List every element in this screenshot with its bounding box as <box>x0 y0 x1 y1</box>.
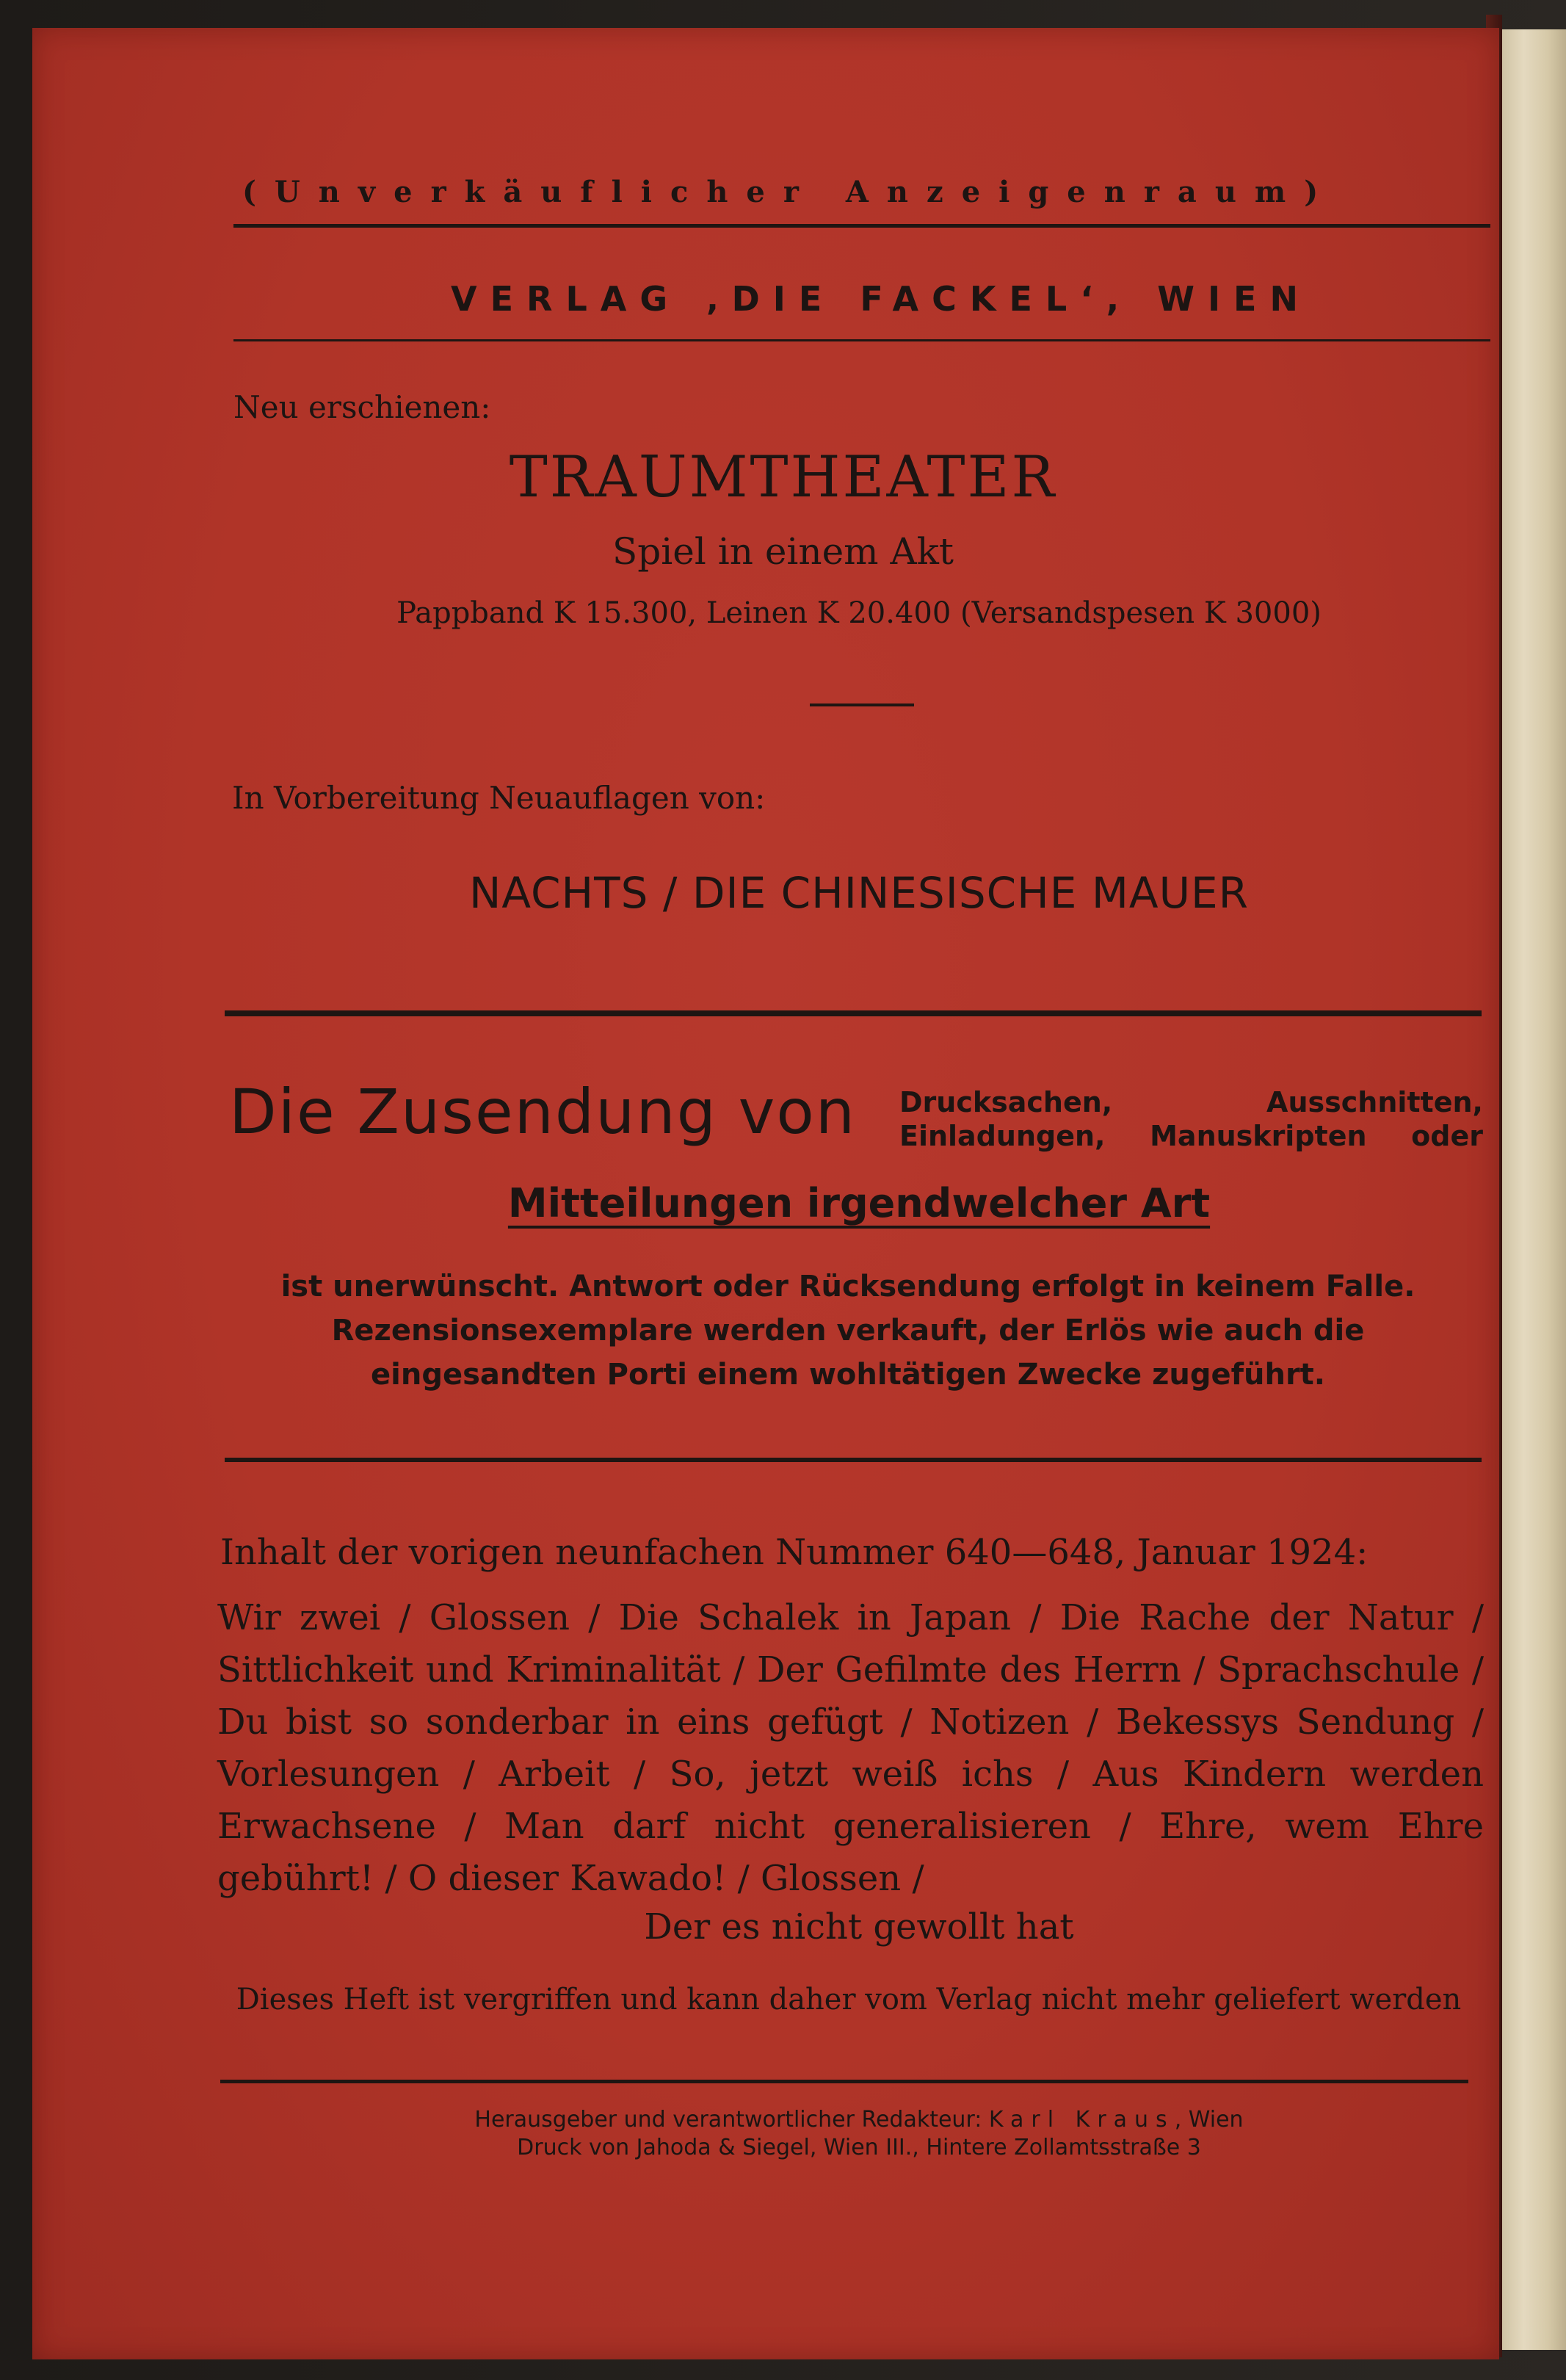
new-editions-titles: NACHTS / DIE CHINESISCHE MAUER <box>469 868 1249 918</box>
contents-last-item: Der es nicht gewollt hat <box>644 1906 1074 1947</box>
in-preparation-label: In Vorbereitung Neuauflagen von: <box>232 780 766 816</box>
section-rule-1 <box>225 1010 1482 1016</box>
imprint-editor-prefix: Herausgeber und verantwortlicher Redakteur: <box>474 2107 982 2133</box>
short-divider <box>810 703 914 706</box>
notice-body: ist unerwünscht. Antwort oder Rücksendung erfolgt in keinem Falle. Rezensionsexemplare werden verkauft, der Erlös wie auch die eingesandten Porti einem wohltätigen Zwecke zugeführt. <box>280 1270 1415 1392</box>
book-title: TRAUMTHEATER <box>509 444 1057 510</box>
imprint <box>0 2106 1566 2162</box>
notice-emphasis: Mitteilungen irgendwelcher Art <box>507 1180 1211 1226</box>
book-prices: Pappband K 15.300, Leinen K 20.400 (Versandspesen K 3000) <box>396 596 1322 630</box>
section-rule-2 <box>225 1458 1482 1462</box>
header-rule-bottom <box>233 339 1490 341</box>
header-rule-top <box>233 224 1490 228</box>
section-rule-3 <box>220 2080 1468 2083</box>
notice-items: Drucksachen, Ausschnitten, Einladungen, Manuskripten oder <box>899 1086 1483 1152</box>
notice-lead: Die Zusendung von <box>229 1076 857 1148</box>
contents-heading: Inhalt der vorigen neunfachen Nummer 640—648, Januar 1924: <box>220 1532 1369 1573</box>
imprint-editor-name: Karl Kraus <box>988 2107 1175 2133</box>
new-release-label: Neu erschienen: <box>233 389 491 425</box>
imprint-editor-city: , Wien <box>1174 2107 1244 2133</box>
out-of-print-note: Dieses Heft ist vergriffen und kann daher vom Verlag nicht mehr geliefert werden <box>236 1983 1462 2017</box>
book-subtitle: Spiel in einem Akt <box>612 530 954 573</box>
contents-list: Wir zwei / Glossen / Die Schalek in Japan / Die Rache der Natur / Sittlichkeit und Kriminalität / Der Gefilmte des Herrn / Sprachschule / Du bist so sonderbar in eins gefügt / Notizen / Bekessys Sendung / Vorlesungen / Arbeit / So, jetzt weiß ichs / Aus Kindern werden Erwachsene / Man darf nicht generalisieren / Ehre, wem Ehre gebührt! / O dieser Kawado! / Glossen / <box>217 1597 1484 1899</box>
advertising-space-notice: (Unverkäuflicher Anzeigenraum) <box>242 175 1337 209</box>
imprint-printer-line: Druck von Jahoda & Siegel, Wien III., Hintere Zollamtsstraße 3 <box>517 2135 1201 2160</box>
imprint-editor-line <box>0 2106 1566 2134</box>
publisher-line: VERLAG ‚DIE FACKEL‘, WIEN <box>451 279 1311 319</box>
